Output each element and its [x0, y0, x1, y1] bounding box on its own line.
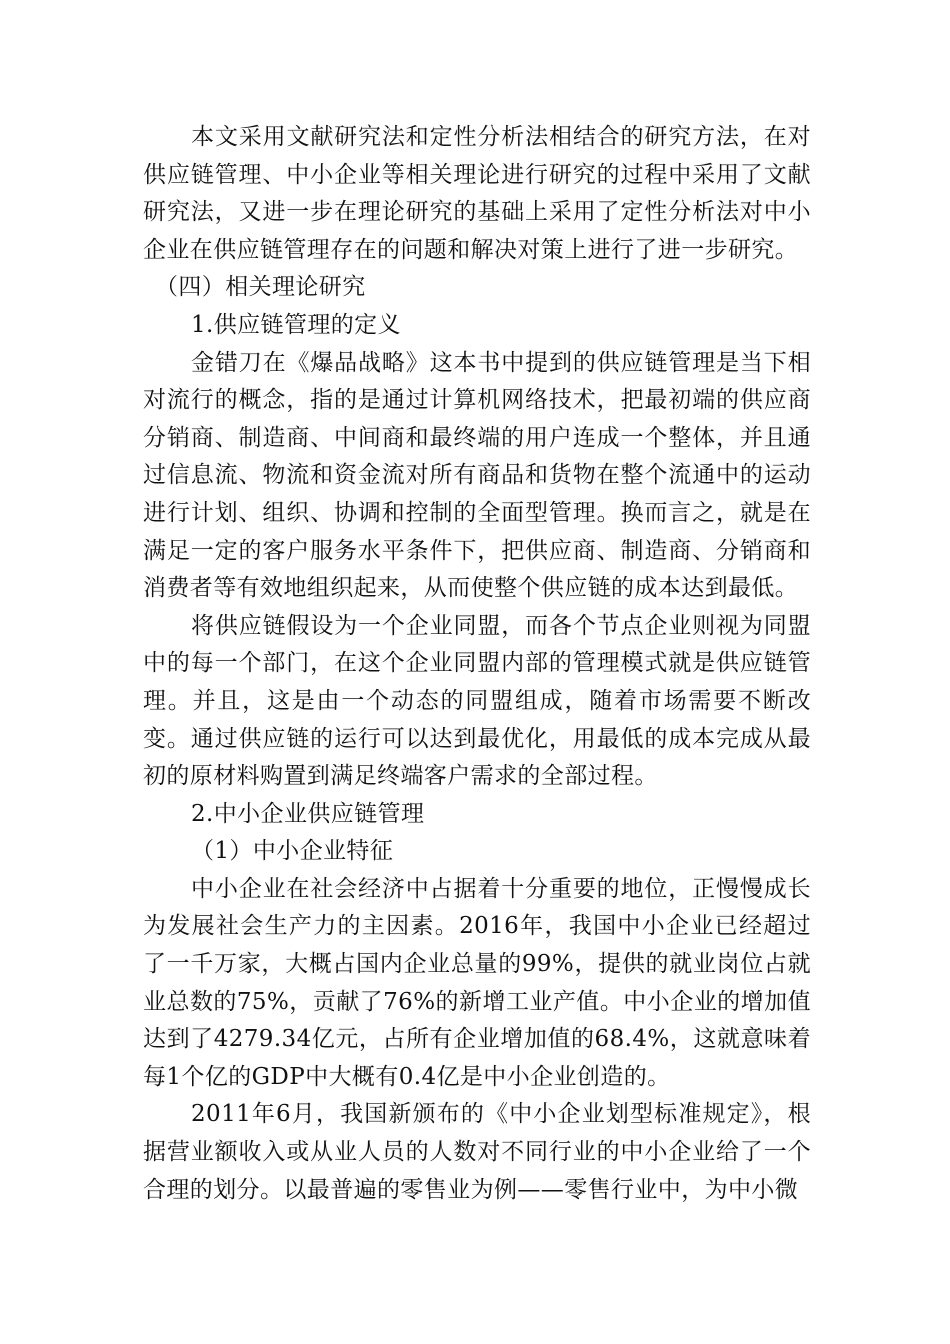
subheading-sme-scm: 2.中小企业供应链管理 [191, 800, 425, 827]
document-body [143, 119, 811, 1209]
subheading-scm-definition: 1.供应链管理的定义 [191, 311, 401, 338]
paragraph-sme-classification: 2011年6月，我国新颁布的《中小企业划型标准规定》，根据营业额收入或从业人员的人数对不同行业的中小企业给了一个合理的划分。以最普遍的零售业为例——零售行业中，为中小微 [143, 1101, 811, 1203]
paragraph-supply-chain-alliance: 将供应链假设为一个企业同盟，而各个节点企业则视为同盟中的每一个部门，在这个企业同盟内部的管理模式就是供应链管理。并且，这是由一个动态的同盟组成，随着市场需要不断改变。通过供应链的运行可以达到最优化，用最低的成本完成从最初的原材料购置到满足终端客户需求的全部过程。 [143, 612, 811, 790]
paragraph-sme-role: 中小企业在社会经济中占据着十分重要的地位，正慢慢成长为发展社会生产力的主因素。2016年，我国中小企业已经超过了一千万家，大概占国内企业总量的99%，提供的就业岗位占就业总数的75%，贡献了76%的新增工业产值。中小企业的增加值达到了4279.34亿元，占所有企业增加值的68.4%，这就意味着每1个亿的GDP中大概有0.4亿是中小企业创造的。 [143, 875, 811, 1090]
section-heading-related-theory: （四）相关理论研究 [155, 274, 366, 301]
paragraph-research-method: 本文采用文献研究法和定性分析法相结合的研究方法，在对供应链管理、中小企业等相关理论进行研究的过程中采用了文献研究法，又进一步在理论研究的基础上采用了定性分析法对中小企业在供应链管理存在的问题和解决对策上进行了进一步研究。 [143, 124, 811, 263]
subheading-sme-features: （1）中小企业特征 [191, 838, 394, 865]
paragraph-scm-definition: 金错刀在《爆品战略》这本书中提到的供应链管理是当下相对流行的概念，指的是通过计算机网络技术，把最初端的供应商分销商、制造商、中间商和最终端的用户连成一个整体，并且通过信息流、物流和资金流对所有商品和货物在整个流通中的运动进行计划、组织、协调和控制的全面型管理。换而言之，就是在满足一定的客户服务水平条件下，把供应商、制造商、分销商和消费者等有效地组织起来，从而使整个供应链的成本达到最低。 [143, 349, 811, 602]
